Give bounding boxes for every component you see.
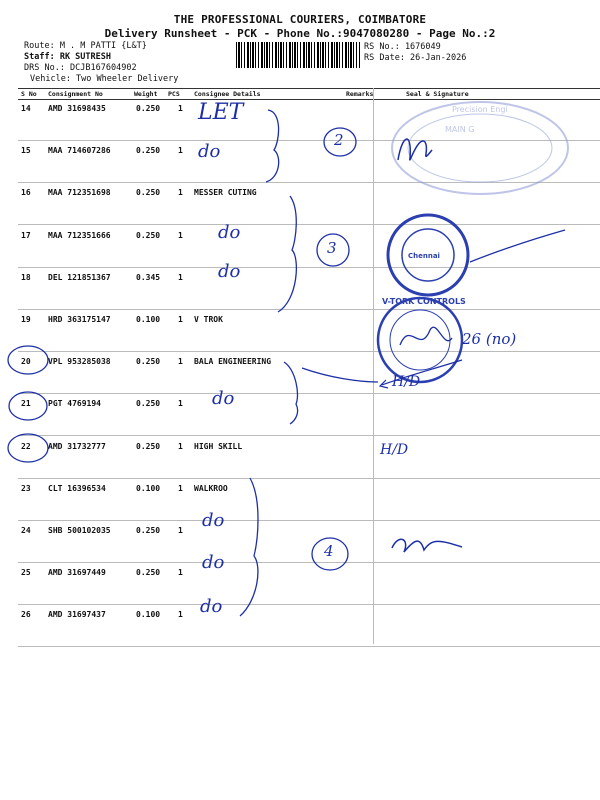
ink-do-18: do bbox=[218, 261, 241, 282]
row-consignment: MAA 712351666 bbox=[48, 230, 111, 240]
row-consignment: CLT 16396534 bbox=[48, 483, 106, 493]
ink-do-15: do bbox=[198, 141, 221, 162]
messer-stamp-center: Chennai bbox=[408, 252, 440, 260]
row-sno: 22 bbox=[21, 441, 31, 451]
row-consignee: HIGH SKILL bbox=[194, 441, 243, 451]
precision-stamp-text: Precision Engi bbox=[452, 105, 508, 114]
table-row bbox=[18, 436, 600, 479]
col-consignment: Consignment No bbox=[48, 90, 103, 98]
row-sno: 16 bbox=[21, 188, 31, 198]
route-label: Route: M . M PATTI {L&T} bbox=[24, 41, 147, 51]
row-consignment: VPL 953285038 bbox=[48, 357, 111, 367]
staff-label: Staff: RK SUTRESH bbox=[24, 52, 111, 62]
drs-label: DRS No.: DCJB167604902 bbox=[24, 63, 137, 73]
row-pcs: 1 bbox=[178, 146, 183, 156]
table-row bbox=[18, 182, 600, 225]
row-sno: 26 bbox=[21, 610, 31, 620]
ink-do-26: do bbox=[200, 596, 223, 617]
row-pcs: 1 bbox=[178, 272, 183, 282]
col-seal: Seal & Signature bbox=[406, 90, 469, 98]
row-weight: 0.345 bbox=[136, 272, 161, 282]
row-weight: 0.250 bbox=[136, 188, 161, 198]
ink-hd-20: H/D bbox=[392, 374, 421, 390]
rs-number: RS No.: 1676049 bbox=[364, 42, 441, 52]
row-consignment: PGT 4769194 bbox=[48, 399, 101, 409]
row-sno: 15 bbox=[21, 146, 31, 156]
row-pcs: 1 bbox=[178, 568, 183, 578]
row-consignment: AMD 31697449 bbox=[48, 568, 106, 578]
row-pcs: 1 bbox=[178, 315, 183, 324]
row-weight: 0.250 bbox=[136, 441, 161, 451]
row-consignment: AMD 31697437 bbox=[48, 610, 106, 620]
table-row bbox=[18, 267, 600, 310]
row-weight: 0.100 bbox=[136, 483, 161, 493]
col-remarks: Remarks bbox=[346, 90, 374, 98]
row-weight: 0.250 bbox=[136, 526, 161, 535]
row-pcs: 1 bbox=[178, 610, 183, 620]
row-pcs: 1 bbox=[178, 357, 183, 367]
ink-do-21: do bbox=[212, 388, 235, 409]
row-weight: 0.250 bbox=[136, 357, 161, 367]
row-weight: 0.250 bbox=[136, 146, 161, 156]
ink-do-24: do bbox=[202, 510, 225, 531]
vehicle-label: Vehicle: Two Wheeler Delivery bbox=[30, 74, 179, 84]
table-row bbox=[18, 478, 600, 521]
table-row bbox=[18, 98, 600, 141]
row-weight: 0.100 bbox=[136, 610, 161, 620]
row-consignment: AMD 31732777 bbox=[48, 441, 106, 451]
row-weight: 0.100 bbox=[136, 315, 161, 324]
runsheet-title: Delivery Runsheet - PCK - Phone No.:9047080280 - Page No.:2 bbox=[104, 27, 496, 40]
row-sno: 24 bbox=[21, 526, 31, 535]
row-pcs: 1 bbox=[178, 441, 183, 451]
table-row bbox=[18, 393, 600, 436]
row-pcs: 1 bbox=[178, 230, 183, 240]
precision-stamp-main: MAIN G bbox=[445, 125, 475, 134]
row-pcs: 1 bbox=[178, 483, 183, 493]
row-consignment: MAA 714607286 bbox=[48, 146, 111, 156]
row-sno: 17 bbox=[21, 230, 31, 240]
ink-count-4: 4 bbox=[324, 542, 334, 560]
row-sno: 20 bbox=[21, 357, 31, 367]
ink-let: LET bbox=[198, 100, 244, 125]
col-sno: S No bbox=[21, 90, 37, 98]
col-pcs: PCS bbox=[168, 90, 180, 98]
row-weight: 0.250 bbox=[136, 104, 161, 113]
row-sno: 19 bbox=[21, 315, 31, 324]
table-row bbox=[18, 562, 600, 605]
col-consignee: Consignee Details bbox=[194, 90, 261, 98]
table-row bbox=[18, 225, 600, 268]
vtork-stamp-text: V-TORK CONTROLS bbox=[382, 297, 466, 306]
table-row bbox=[18, 604, 600, 647]
row-consignment: HRD 363175147 bbox=[48, 315, 111, 324]
row-sno: 14 bbox=[21, 104, 31, 113]
ink-do-17: do bbox=[218, 222, 241, 243]
row-pcs: 1 bbox=[178, 188, 183, 198]
row-consignment: AMD 31698435 bbox=[48, 104, 106, 113]
row-sno: 21 bbox=[21, 399, 31, 409]
row-consignment: DEL 121851367 bbox=[48, 272, 111, 282]
company-title: THE PROFESSIONAL COURIERS, COIMBATORE bbox=[173, 13, 427, 26]
barcode bbox=[236, 42, 360, 68]
ink-hd-22: H/D bbox=[380, 442, 409, 458]
row-consignee: V TROK bbox=[194, 315, 223, 324]
row-pcs: 1 bbox=[178, 526, 183, 535]
ink-count-26: 26 (no) bbox=[462, 330, 517, 348]
table-row bbox=[18, 140, 600, 183]
rs-date: RS Date: 26-Jan-2026 bbox=[364, 53, 467, 63]
ink-do-25: do bbox=[202, 552, 225, 573]
row-sno: 18 bbox=[21, 272, 31, 282]
row-weight: 0.250 bbox=[136, 230, 161, 240]
row-sno: 25 bbox=[21, 568, 31, 578]
row-consignment: SHB 500102035 bbox=[48, 526, 111, 535]
row-weight: 0.250 bbox=[136, 568, 161, 578]
row-weight: 0.250 bbox=[136, 399, 161, 409]
row-pcs: 1 bbox=[178, 399, 183, 409]
row-pcs: 1 bbox=[178, 104, 183, 113]
table-row bbox=[18, 351, 600, 394]
row-sno: 23 bbox=[21, 483, 31, 493]
col-weight: Weight bbox=[134, 90, 158, 98]
row-consignee: WALKROO bbox=[194, 483, 228, 493]
row-consignment: MAA 712351698 bbox=[48, 188, 111, 198]
ink-count-3: 3 bbox=[327, 239, 337, 257]
ink-count-2: 2 bbox=[334, 131, 344, 149]
row-consignee: MESSER CUTING bbox=[194, 188, 257, 198]
table-row bbox=[18, 520, 600, 563]
row-consignee: BALA ENGINEERING bbox=[194, 357, 272, 367]
